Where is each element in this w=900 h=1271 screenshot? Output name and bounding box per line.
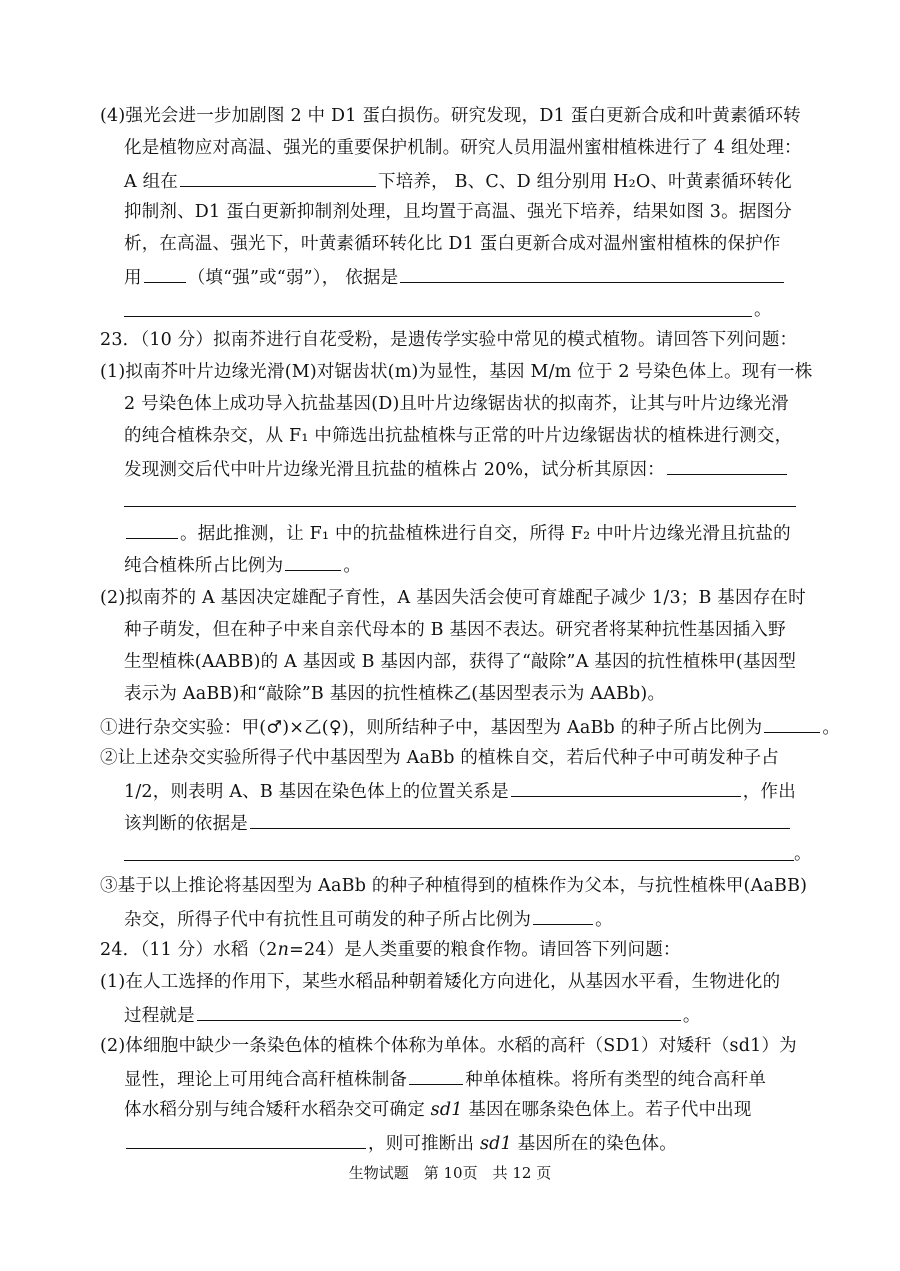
q24-1-line2 — [124, 1002, 701, 1028]
answer-blank-judgement-basis[interactable] — [250, 810, 790, 829]
q23-2-line1: (2)拟南芥的 A 基因决定雄配子育性，A 基因失活会使可育雄配子减少 1/3；B 基因存在时 — [100, 588, 806, 608]
answer-line-basis-cont[interactable] — [124, 316, 752, 317]
q24-2-line4-gene: sd1 — [479, 1134, 512, 1154]
q22-4-line6-b: （填“强”或“弱”）， 依据是 — [187, 268, 399, 288]
q23-2-sub3-line2-a: 杂交，所得子代中有抗性且可萌发的种子所占比例为 — [124, 910, 532, 930]
q24-1-line2-a: 过程就是 — [124, 1006, 195, 1026]
q23-2-sub1 — [100, 714, 840, 740]
q23-2-sub1-text: ①进行杂交实验：甲(♂)×乙(♀)，则所结种子中，基因型为 AaBb 的种子所占比例为 — [100, 718, 763, 738]
q23-2-sub2-line2-a: 1/2，则表明 A、B 基因在染色体上的位置关系是 — [124, 782, 509, 802]
q23-2-sub2-line2 — [124, 778, 796, 804]
q23-1-line6 — [124, 520, 791, 546]
q22-4-line6-a: 用 — [124, 268, 142, 288]
answer-blank-monosomic-count[interactable] — [409, 1066, 463, 1085]
answer-blank-f2-ratio[interactable] — [285, 552, 341, 571]
q24-2-line2-b: 种单体植株。将所有类型的纯合高秆单 — [465, 1070, 767, 1090]
q23-2-sub2-line4-end: 。 — [794, 844, 812, 864]
q23-1-line1: (1)拟南芥叶片边缘光滑(M)对锯齿状(m)为显性，基因 M/m 位于 2 号染色体上。现有一株 — [100, 362, 813, 382]
q23-1-line4 — [124, 456, 789, 482]
q22-4-line3-a: A 组在 — [124, 172, 179, 192]
q22-4-line7-end: 。 — [754, 300, 772, 320]
q24-2-line4-a: ，则可推断出 — [368, 1134, 480, 1154]
answer-blank-reason[interactable] — [667, 456, 787, 475]
q22-4-line6 — [124, 264, 786, 290]
q24-heading — [100, 938, 681, 962]
q24-2-line3 — [124, 1098, 752, 1122]
q24-heading-a: 24．（11 分）水稻（2 — [100, 940, 278, 960]
q23-2-sub3-line1: ③基于以上推论将基因型为 AaBb 的种子种植得到的植株作为父本，与抗性植株甲(AaBB) — [100, 876, 808, 896]
q22-4-line3 — [124, 168, 792, 194]
answer-blank-gene-position[interactable] — [511, 778, 741, 797]
q23-1-line7-b: 。 — [343, 556, 362, 576]
q23-2-line4: 表示为 AaBB)和“敲除”B 基因的抗性植株乙(基因型表示为 AABb)。 — [124, 684, 666, 704]
q22-4-line5: 析，在高温、强光下，叶黄素循环转化比 D1 蛋白更新合成对温州蜜柑植株的保护作 — [124, 234, 781, 254]
q23-1-line7 — [124, 552, 361, 578]
q23-2-sub2-line3 — [124, 810, 792, 836]
q24-2-line4-b: 基因所在的染色体。 — [511, 1134, 677, 1154]
q23-2-sub2-line3-text: 该判断的依据是 — [124, 814, 248, 834]
answer-line-judgement-cont[interactable] — [124, 860, 794, 861]
q23-2-sub2-line2-b: ，作出 — [742, 782, 796, 802]
q23-2-sub1-end: 。 — [822, 718, 841, 738]
q24-2-line4 — [124, 1130, 677, 1156]
q24-heading-b: =24）是人类重要的粮食作物。请回答下列问题： — [289, 940, 681, 960]
q24-2-line2 — [124, 1066, 766, 1092]
answer-line-reason-cont[interactable] — [124, 506, 796, 507]
q23-heading: 23．（10 分）拟南芥进行自花受粉，是遗传学实验中常见的模式植物。请回答下列问题： — [100, 330, 798, 350]
q23-1-line7-a: 纯合植株所占比例为 — [124, 556, 284, 576]
page-footer: 生物试题 第 10页 共 12 页 — [348, 1164, 552, 1182]
q24-2-line1: (2)体细胞中缺少一条染色体的植株个体称为单体。水稻的高秆（SD1）对矮秆（sd1）为 — [100, 1036, 797, 1056]
q22-4-line1: (4)强光会进一步加剧图 2 中 D1 蛋白损伤。研究发现，D1 蛋白更新合成和叶黄素循环转 — [100, 106, 801, 126]
answer-blank-resistant-ratio[interactable] — [533, 906, 593, 925]
q24-2-line3-a: 体水稻分别与纯合矮秆水稻杂交可确定 — [124, 1100, 431, 1120]
answer-blank-reason-end[interactable] — [126, 520, 178, 539]
q22-4-line2: 化是植物应对高温、强光的重要保护机制。研究人员用温州蜜柑植株进行了 4 组处理： — [124, 138, 802, 158]
q23-1-line2: 2 号染色体上成功导入抗盐基因(D)且叶片边缘锯齿状的拟南芥，让其与叶片边缘光滑 — [124, 394, 789, 414]
q23-1-line3: 的纯合植株杂交，从 F₁ 中筛选出抗盐植株与正常的叶片边缘锯齿状的植株进行测交， — [124, 426, 793, 446]
q23-1-line4-text: 发现测交后代中叶片边缘光滑且抗盐的植株占 20%，试分析其原因： — [124, 460, 665, 480]
q22-4-line4: 抑制剂、D1 蛋白更新抑制剂处理，且均置于高温、强光下培养，结果如图 3。据图分 — [124, 202, 792, 222]
q23-2-sub3-line2 — [124, 906, 613, 932]
q24-1-line1: (1)在人工选择的作用下，某些水稻品种朝着矮化方向进化，从基因水平看，生物进化的 — [100, 972, 781, 992]
q24-1-line2-b: 。 — [682, 1006, 701, 1026]
q24-heading-n: n — [277, 940, 290, 960]
q23-1-line6-text: 。据此推测，让 F₁ 中的抗盐植株进行自交，所得 F₂ 中叶片边缘光滑且抗盐的 — [180, 524, 791, 544]
q24-2-line3-gene: sd1 — [430, 1100, 463, 1120]
q23-2-line3: 生型植株(AABB)的 A 基因或 B 基因内部，获得了“敲除”A 基因的抗性植株甲(基因型 — [124, 652, 797, 672]
q24-2-line2-a: 显性，理论上可用纯合高秆植株制备 — [124, 1070, 408, 1090]
answer-blank-aabb-ratio[interactable] — [764, 714, 820, 733]
answer-blank-strong-weak[interactable] — [144, 264, 186, 283]
q23-2-line2: 种子萌发，但在种子中来自亲代母本的 B 基因不表达。研究者将某种抗性基因插入野 — [124, 620, 786, 640]
q23-2-sub2-line1: ②让上述杂交实验所得子代中基因型为 AaBb 的植株自交，若后代种子中可萌发种子占 — [100, 748, 779, 768]
q24-2-line3-b: 基因在哪条染色体上。若子代中出现 — [462, 1100, 752, 1120]
q23-2-sub3-line2-b: 。 — [595, 910, 613, 930]
answer-blank-a-condition[interactable] — [180, 168, 376, 187]
answer-blank-evolution[interactable] — [197, 1002, 681, 1021]
answer-blank-basis[interactable] — [400, 264, 784, 283]
answer-blank-offspring[interactable] — [126, 1130, 366, 1149]
q22-4-line3-b: 下培养， B、C、D 组分别用 H₂O、叶黄素循环转化 — [378, 172, 793, 192]
